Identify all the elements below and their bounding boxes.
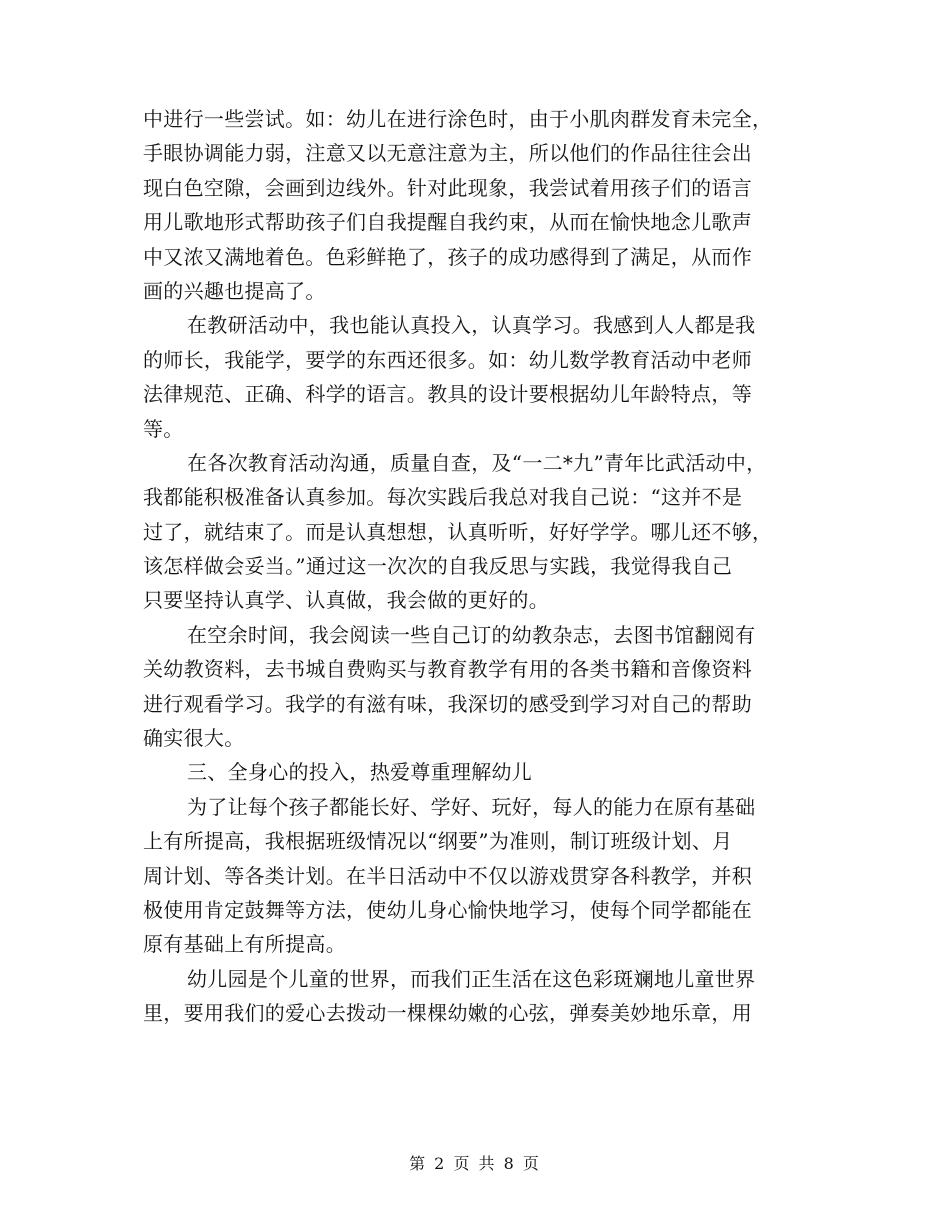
text-line: 的师长，我能学，要学的东西还很多。如：幼儿数学教育活动中老师 — [143, 347, 752, 372]
text-line: 里，要用我们的爱心去拨动一棵棵幼嫩的心弦，弹奏美妙地乐章，用 — [143, 1001, 752, 1026]
text-line: 幼儿园是个儿童的世界，而我们正生活在这色彩斑斓地儿童世界 — [187, 966, 756, 991]
text-line: 进行观看学习。我学的有滋有味，我深切的感受到学习对自己的帮助 — [143, 691, 752, 716]
text-line: 等。 — [143, 416, 184, 441]
text-line: 法律规范、正确、科学的语言。教具的设计要根据幼儿年龄特点，等 — [143, 382, 752, 407]
text-line: 只要坚持认真学、认真做，我会做的更好的。 — [143, 588, 549, 613]
paragraph — [143, 308, 813, 446]
text-line: 周计划、等各类计划。在半日活动中不仅以游戏贯穿各科教学，并积 — [143, 863, 752, 888]
text-line: 为了让每个孩子都能长好、学好、玩好，每人的能力在原有基础 — [187, 794, 756, 819]
document-body — [143, 102, 813, 1031]
text-line: 用儿歌地形式帮助孩子们自我提醒自我约束，从而在愉快地念儿歌声 — [143, 210, 752, 235]
text-line: 画的兴趣也提高了。 — [143, 278, 326, 303]
text-line: 关幼教资料，去书城自费购买与教育教学有用的各类书籍和音像资料 — [143, 657, 752, 682]
paragraph — [143, 790, 813, 962]
text-line: 该怎样做会妥当。”通过这一次次的自我反思与实践，我觉得我自己 — [143, 554, 733, 579]
paragraph — [143, 962, 813, 1031]
text-line: 三、全身心的投入，热爱尊重理解幼儿 — [187, 760, 533, 785]
page-footer: 第 2 页 共 8 页 — [409, 1154, 541, 1173]
text-line: 上有所提高，我根据班级情况以“纲要”为准则，制订班级计划、月 — [143, 829, 733, 854]
text-line: 在教研活动中，我也能认真投入，认真学习。我感到人人都是我 — [187, 313, 756, 338]
text-line: 原有基础上有所提高。 — [143, 932, 346, 957]
text-line: 在各次教育活动沟通，质量自查，及“一二*九”青年比武活动中， — [187, 450, 767, 475]
paragraph — [143, 618, 813, 756]
text-line: 中进行一些尝试。如：幼儿在进行涂色时，由于小肌肉群发育未完全， — [143, 107, 773, 131]
paragraph — [143, 102, 813, 308]
text-line: 我都能积极准备认真参加。每次实践后我总对我自己说：“这并不是 — [143, 485, 743, 510]
text-line: 过了，就结束了。而是认真想想，认真听听，好好学学。哪儿还不够， — [143, 519, 773, 544]
paragraph — [143, 446, 813, 618]
text-line: 确实很大。 — [143, 726, 245, 751]
text-line: 在空余时间，我会阅读一些自己订的幼教杂志，去图书馆翻阅有 — [187, 622, 756, 647]
paragraph — [143, 755, 813, 789]
text-line: 现白色空隙，会画到边线外。针对此现象，我尝试着用孩子们的语言 — [143, 175, 752, 200]
text-line: 手眼协调能力弱，注意又以无意注意为主，所以他们的作品往往会出 — [143, 141, 752, 166]
text-line: 中又浓又满地着色。色彩鲜艳了，孩子的成功感得到了满足，从而作 — [143, 244, 752, 269]
text-line: 极使用肯定鼓舞等方法，使幼儿身心愉快地学习，使每个同学都能在 — [143, 897, 752, 922]
